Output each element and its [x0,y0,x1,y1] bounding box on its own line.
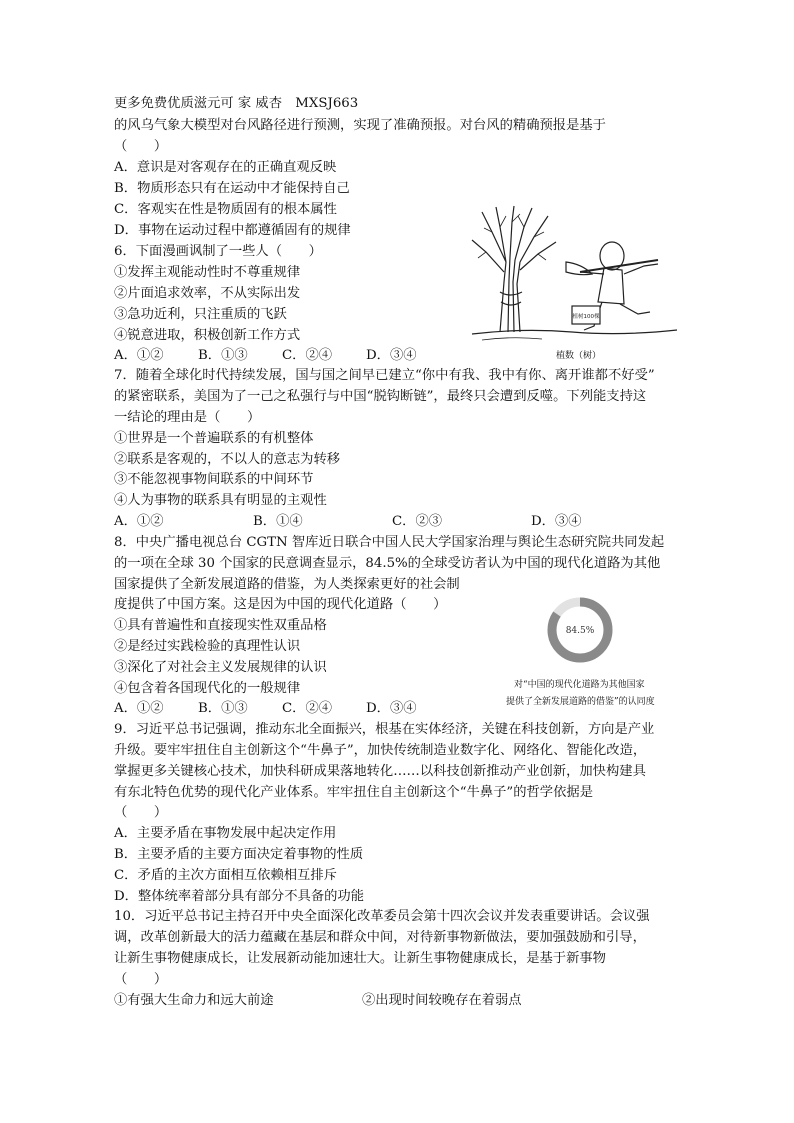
q5-stem: 的风乌气象大模型对台风路径进行预测，实现了准确预报。对台风的精确预报是基于 [114,118,606,133]
q8-choices [114,699,417,719]
cartoon-caption: 植数（树） [556,351,602,361]
q6-choice-a: A．①② [114,348,164,363]
q8-choice-b: B．①③ [198,701,248,716]
q9-stem-line-1: 9．习近平总书记强调，推动东北全面振兴，根基在实体经济，关键在科技创新，方向是产业 [114,722,655,737]
q9-option-b: B．主要矛盾的主要方面决定着事物的性质 [114,847,364,862]
q8-choice-d: D．③④ [366,701,417,716]
q9-option-a: A．主要矛盾在事物发展中起决定作用 [114,826,337,841]
q8-stem-line-1: 8．中央广播电视总台 CGTN 智库近日联合中国人民大学国家治理与舆论生态研究院共同发起 [114,535,665,550]
donut-label: 84.5% [565,626,595,636]
q10-statements [114,991,522,1011]
q7-stem-line-1: 7．随着全球化时代持续发展，国与国之间早已建立“你中有我、我中有你、离开谁都不好受” [114,368,655,383]
q8-statement-2: ②是经过实践检验的真理性认识 [114,639,301,654]
q8-choice-a: A．①② [114,701,164,716]
q7-choices [114,512,582,532]
q10-stem-line-1: 10．习近平总书记主持召开中央全面深化改革委员会第十四次会议并发表重要讲话。会议强 [114,909,650,924]
q10-blank: （ ） [114,972,168,987]
donut-caption-line-1: 对“中国的现代化道路为其他国家 [514,680,645,690]
q7-statement-3: ③不能忽视事物间联系的中间环节 [114,472,314,487]
q8-statement-1: ①具有普遍性和直接现实性双重品格 [114,618,327,633]
q8-choice-c: C．②④ [282,701,333,716]
donut-caption-line-2: 提供了全新发展道路的借鉴”的认同度 [506,697,655,707]
q8-stem-line-3: 国家提供了全新发展道路的借鉴，为人类探索更好的社会制 [114,577,460,592]
q7-stem-line-3: 一结论的理由是（ ） [114,410,261,425]
q5-blank: （ ） [114,139,168,154]
q7-choice-b: B．①④ [253,514,303,529]
q10-stem-line-2: 调，改革创新最大的活力蕴藏在基层和群众中间，对待新事物新做法，要加强鼓励和引导， [114,930,646,945]
q6-stem: 6．下面漫画讽制了一些人（ ） [114,244,322,259]
q6-choice-c: C．②④ [282,348,333,363]
q9-stem-line-3: 掌握更多关键核心技术，加快科研成果落地转化……以科技创新推动产业创新，加快构建具 [114,764,646,779]
q7-statement-2: ②联系是客观的，不以人的意志为转移 [114,452,341,467]
q6-statement-4: ④锐意进取，积极创新工作方式 [114,328,301,343]
q5-option-a: A．意识是对客观存在的正确直观反映 [114,160,337,175]
cartoon-image [462,202,684,352]
q7-choice-d: D．③④ [531,514,582,529]
page-header: 更多免费优质滋元可 家 威杏 MXSJ663 [114,96,359,111]
q6-statement-2: ②片面追求效率，不从实际出发 [114,286,301,301]
q5-option-d: D．事物在运动过程中都遵循固有的规律 [114,223,351,238]
q10-statement-1: ①有强大生命力和远大前途 [114,993,274,1008]
q5-option-b: B．物质形态只有在运动中才能保持自己 [114,181,350,196]
q9-stem-line-4: 有东北特色优势的现代化产业体系。牢牢扭住自主创新这个“牛鼻子”的哲学依据是 [114,785,593,800]
q7-choice-c: C．②③ [392,514,443,529]
q6-choices [114,346,417,366]
q10-stem-line-3: 让新生事物健康成长，让发展新动能加速壮大。让新生事物健康成长，是基于新事物 [114,951,606,966]
q6-statement-3: ③急功近利，只注重质的飞跃 [114,307,287,322]
q9-blank: （ ） [114,805,168,820]
q7-choice-a: A．①② [114,514,164,529]
q5-option-c: C．客观实在性是物质固有的根本属性 [114,202,337,217]
q8-statement-3: ③深化了对社会主义发展规律的认识 [114,660,327,675]
q6-choice-d: D．③④ [366,348,417,363]
q6-statement-1: ①发挥主观能动性时不尊重规律 [114,265,301,280]
q6-choice-b: B．①③ [198,348,248,363]
q9-option-c: C．矛盾的主次方面相互依赖相互排斥 [114,868,337,883]
q8-statement-4: ④包含着各国现代化的一般规律 [114,681,301,696]
q10-statement-2: ②出现时间较晚存在着弱点 [362,993,522,1008]
q8-stem-line-2: 的一项在全球 30 个国家的民意调查显示，84.5%的全球受访者认为中国的现代化道路为其他 [114,556,661,571]
q9-option-d: D．整体统率着部分具有部分不具备的功能 [114,889,365,904]
q7-statement-1: ①世界是一个普遍联系的有机整体 [114,431,314,446]
q9-stem-line-2: 升级。要牢牢扭住自主创新这个“牛鼻子”，加快传统制造业数字化、网络化、智能化改造， [114,743,647,758]
q7-statement-4: ④人为事物的联系具有明显的主观性 [114,493,327,508]
q8-stem-line-4: 度提供了中国方案。这是因为中国的现代化道路（ ） [114,597,447,612]
q7-stem-line-2: 的紧密联系，美国为了一己之私强行与中国“脱钩断链”，最终只会遭到反噬。下列能支持这 [114,389,647,404]
donut-chart [535,588,625,676]
cartoon-sign-text: 植树100棵 [572,314,600,320]
